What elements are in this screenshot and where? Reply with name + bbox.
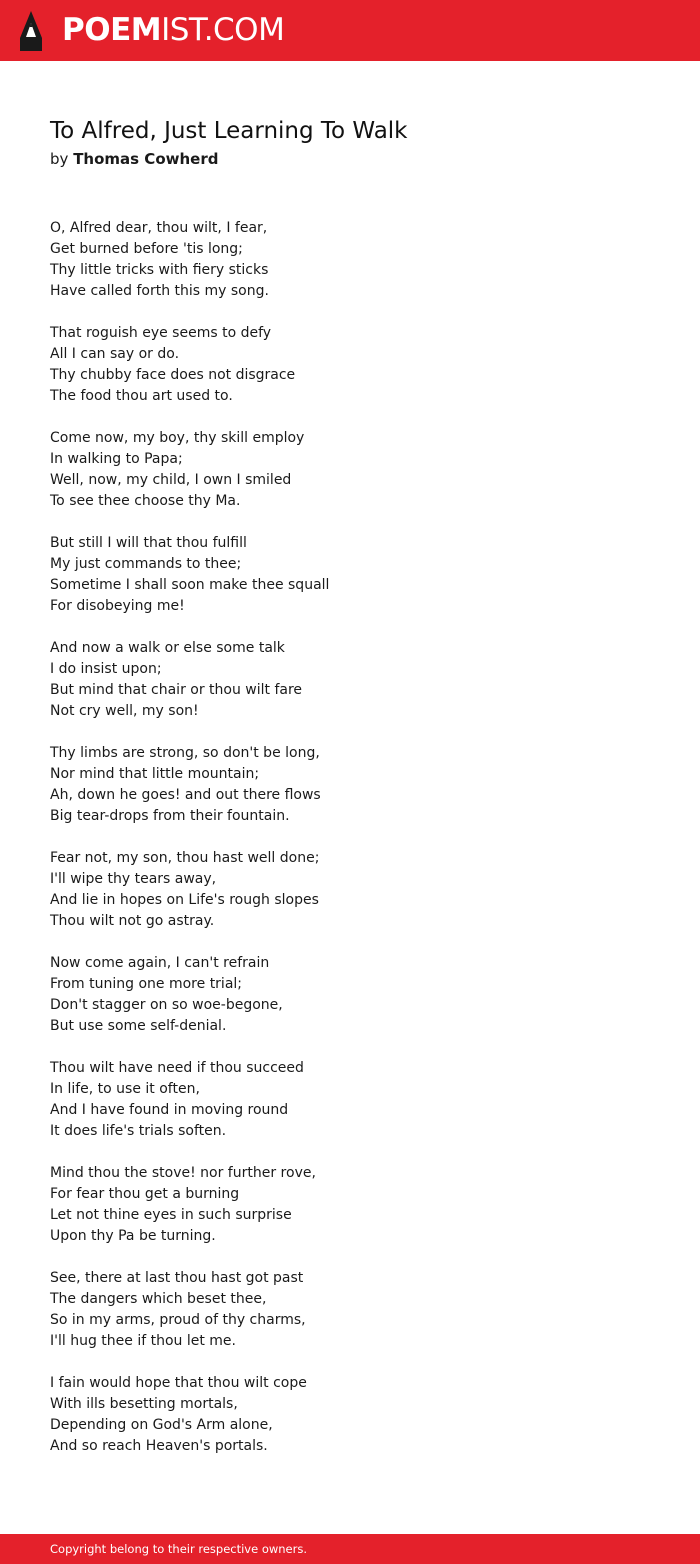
poem-stanza [50,428,650,512]
poem-line: That roguish eye seems to defy [50,325,272,341]
poem-stanza [50,218,650,302]
poem-body [50,218,650,1478]
poem-line: I do insist upon; [50,661,162,677]
copyright-text: Copyright belong to their respective owners. [50,1542,308,1556]
poem-line: Let not thine eyes in such surprise [50,1207,292,1223]
poem-line: It does life's trials soften. [50,1123,227,1139]
poem-line: But still I will that thou fulfill [50,535,247,551]
site-header [0,0,700,61]
poem-line: But mind that chair or thou wilt fare [50,682,303,698]
logo-text-light: IST.COM [161,12,285,48]
poem-line: For disobeying me! [50,598,185,614]
poem-line: Sometime I shall soon make thee squall [50,577,330,593]
site-footer [0,1534,700,1564]
poem-line: Ah, down he goes! and out there flows [50,787,321,803]
poem-stanza [50,953,650,1037]
byline-prefix: by [50,150,69,168]
poem-line: For fear thou get a burning [50,1186,240,1202]
poem-line: My just commands to thee; [50,556,242,572]
poem-line: Come now, my boy, thy skill employ [50,430,305,446]
poem-line: All I can say or do. [50,346,180,362]
poem-line: Mind thou the stove! nor further rove, [50,1165,316,1181]
poem-byline [50,148,218,170]
poem-line: O, Alfred dear, thou wilt, I fear, [50,220,268,236]
poem-line: Have called forth this my song. [50,283,269,299]
poem-author[interactable]: Thomas Cowherd [73,150,219,168]
poem-line: So in my arms, proud of thy charms, [50,1312,306,1328]
poem-line: I fain would hope that thou wilt cope [50,1375,307,1391]
poem-line: See, there at last thou hast got past [50,1270,304,1286]
poem-stanza [50,1163,650,1247]
poem-stanza [50,1373,650,1457]
poem-line: Now come again, I can't refrain [50,955,270,971]
poem-stanza [50,638,650,722]
poem-line: Thou wilt have need if thou succeed [50,1060,304,1076]
poem-line: I'll wipe thy tears away, [50,871,217,887]
poem-stanza [50,1058,650,1142]
poem-stanza [50,1268,650,1352]
poem-line: And now a walk or else some talk [50,640,285,656]
poem-line: Big tear-drops from their fountain. [50,808,290,824]
poem-line: Thy little tricks with fiery sticks [50,262,269,278]
poem-title: To Alfred, Just Learning To Walk [50,118,408,144]
poem-line: And so reach Heaven's portals. [50,1438,268,1454]
poem-line: To see thee choose thy Ma. [50,493,241,509]
poem-line: Get burned before 'tis long; [50,241,243,257]
poem-line: Well, now, my child, I own I smiled [50,472,292,488]
poem-line: Depending on God's Arm alone, [50,1417,273,1433]
poem-line: Thy chubby face does not disgrace [50,367,296,383]
poem-line: Nor mind that little mountain; [50,766,260,782]
site-logo[interactable] [62,12,284,48]
poem-line: Thou wilt not go astray. [50,913,215,929]
poem-line: And lie in hopes on Life's rough slopes [50,892,319,908]
poem-line: The dangers which beset thee, [50,1291,267,1307]
poem-line: In walking to Papa; [50,451,183,467]
poem-stanza [50,848,650,932]
poem-line: The food thou art used to. [50,388,233,404]
poem-line: Upon thy Pa be turning. [50,1228,216,1244]
poem-line: From tuning one more trial; [50,976,243,992]
poem-line: Not cry well, my son! [50,703,199,719]
poem-line: Don't stagger on so woe-begone, [50,997,283,1013]
poem-line: In life, to use it often, [50,1081,200,1097]
poem-line: And I have found in moving round [50,1102,289,1118]
pencil-tip-icon [18,10,44,52]
poem-line: But use some self-denial. [50,1018,227,1034]
poem-stanza [50,533,650,617]
poem-line: Fear not, my son, thou hast well done; [50,850,320,866]
poem-line: With ills besetting mortals, [50,1396,238,1412]
poem-line: Thy limbs are strong, so don't be long, [50,745,320,761]
poem-stanza [50,743,650,827]
poem-line: I'll hug thee if thou let me. [50,1333,236,1349]
logo-text-bold: POEM [62,12,162,48]
poem-stanza [50,323,650,407]
